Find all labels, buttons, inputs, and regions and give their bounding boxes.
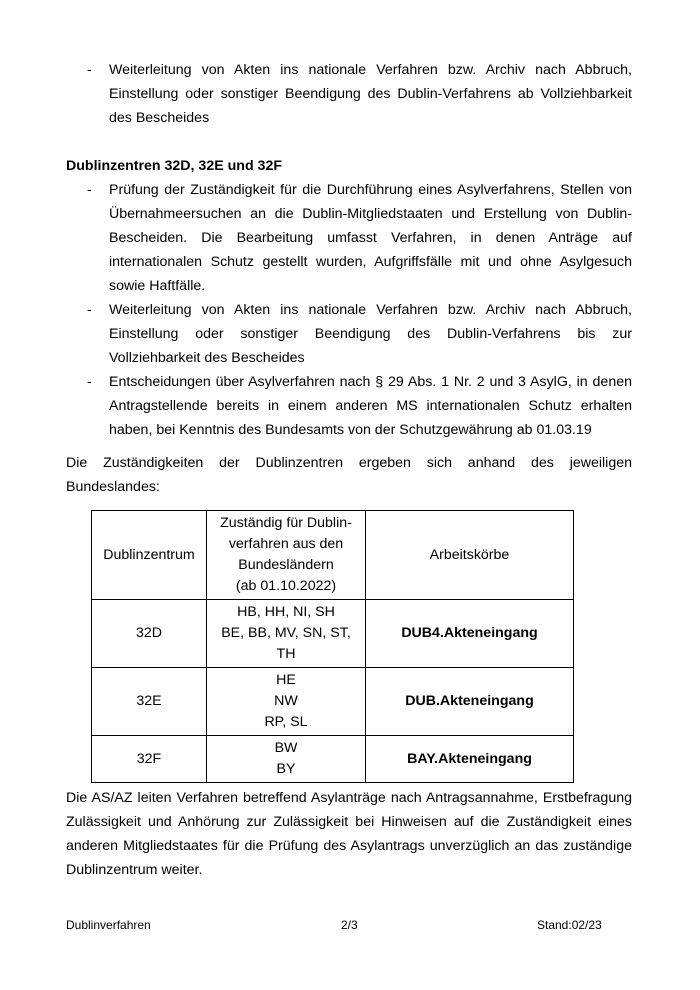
cell-zentrum: 32D [92,600,207,668]
cell-arbeitskorb: BAY.Akteneingang [366,736,574,783]
list-item [66,58,632,130]
bullet-dash: - [87,182,92,198]
closing-paragraph: Die AS/AZ leiten Verfahren betreffend Asylanträge nach Antragsannahme, Erstbefragung Zulässigkeit und Anhörung zur Zulässigkeit bei Hinweisen auf die Zuständigkeit eines anderen Mitgliedstaates für die Prüfung des Asylantrags unverzüglich an das zuständige Dublinzentrum weiter. [66,790,632,878]
header-zustaendig [207,511,366,600]
table-header-row [92,511,574,600]
cell-laender [207,668,366,736]
laender-line: TH [276,646,296,662]
footer-page-number: 2/3 [341,918,358,932]
header-line: (ab 01.10.2022) [235,578,337,594]
zustaendigkeit-table [91,510,574,783]
cell-zentrum: 32F [92,736,207,783]
laender-line: BW [274,740,298,756]
section-heading: Dublinzentren 32D, 32E und 32F [66,158,283,174]
laender-line: RP, SL [264,714,308,730]
cell-arbeitskorb: DUB.Akteneingang [366,668,574,736]
footer-right: Stand:02/23 [537,918,602,932]
table-row [92,668,574,736]
list-item-text: Weiterleitung von Akten ins nationale Verfahren bzw. Archiv nach Abbruch, Einstellung oder sonstiger Beendigung des Dublin-Verfahrens bis zur Vollziehbarkeit des Bescheides [109,302,632,366]
header-line: Bundesländern [238,557,334,573]
list-item-text: Weiterleitung von Akten ins nationale Verfahren bzw. Archiv nach Abbruch, Einstellung oder sonstiger Beendigung des Dublin-Verfahrens ab Vollziehbarkeit des Bescheides [109,62,632,126]
header-line: Zuständig für Dublin- [220,515,352,531]
footer-left: Dublinverfahren [66,918,151,932]
list-item-text: Entscheidungen über Asylverfahren nach § 29 Abs. 1 Nr. 2 und 3 AsylG, in denen Antragstellende bereits in einem anderen MS internationalen Schutz erhalten haben, bei Kenntnis des Bundesamts von der Schutzgewährung ab 01.03.19 [109,374,632,438]
bullet-dash: - [87,374,92,390]
laender-line: HB, HH, NI, SH [237,604,335,620]
header-arbeitskoerbe: Arbeitskörbe [366,511,574,600]
list-item-text: Prüfung der Zuständigkeit für die Durchführung eines Asylverfahrens, Stellen von Übernahmeersuchen an die Dublin-Mitgliedstaaten und Erstellung von Dublin-Bescheiden. Die Bearbeitung umfasst Verfahren, in denen Anträge auf internationalen Schutz gestellt wurden, Aufgriffsfälle mit und ohne Asylgesuch sowie Haftfälle. [109,182,632,294]
list-item [66,178,632,298]
laender-line: BE, BB, MV, SN, ST, [221,625,351,641]
section-bullet-list [66,178,632,442]
list-item [66,298,632,370]
header-dublinzentrum: Dublinzentrum [92,511,207,600]
table-row [92,600,574,668]
cell-zentrum: 32E [92,668,207,736]
top-bullet-list [66,58,632,130]
cell-arbeitskorb: DUB4.Akteneingang [366,600,574,668]
laender-line: NW [274,693,298,709]
cell-laender [207,736,366,783]
header-line: verfahren aus den [228,536,344,552]
intro-paragraph: Die Zuständigkeiten der Dublinzentren ergeben sich anhand des jeweiligen Bundeslandes: [66,455,632,495]
table-row [92,736,574,783]
cell-laender [207,600,366,668]
bullet-dash: - [87,302,92,318]
laender-line: HE [276,672,296,688]
list-item [66,370,632,442]
bullet-dash: - [87,62,92,78]
laender-line: BY [276,761,296,777]
